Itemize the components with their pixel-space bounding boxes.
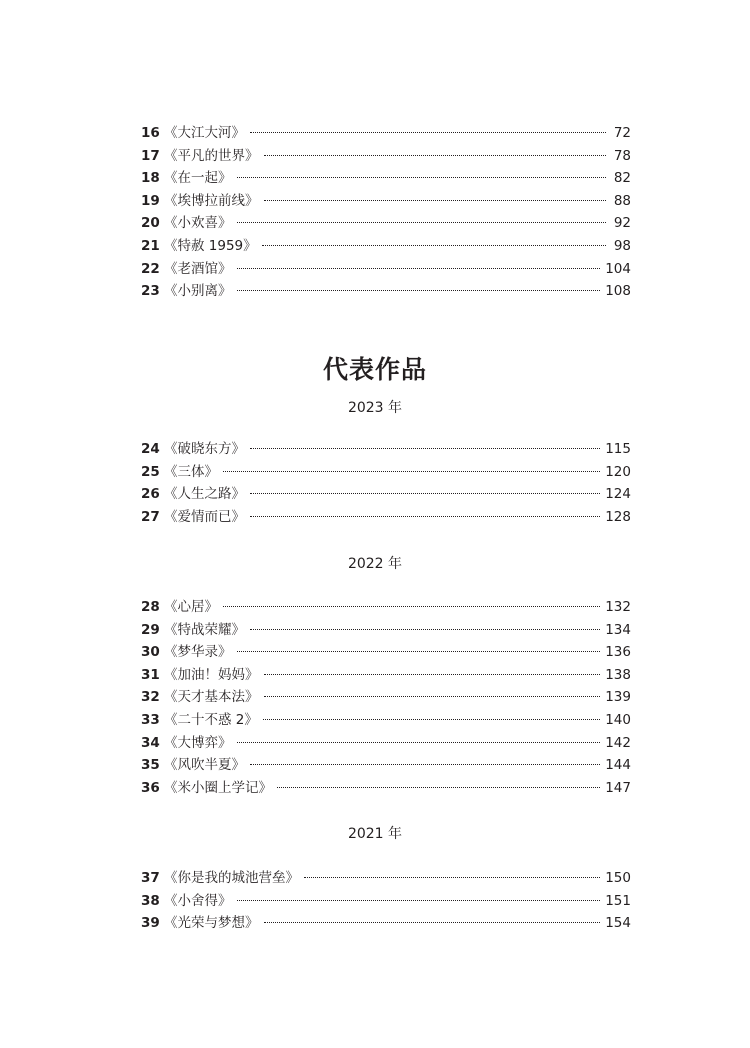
- dot-leader: [250, 493, 600, 494]
- toc-entry-page: 134: [605, 621, 631, 638]
- toc-entry-number: 29: [141, 621, 160, 638]
- toc-entry[interactable]: [141, 235, 631, 258]
- toc-entry-title: 《人生之路》: [164, 486, 245, 503]
- toc-entry-title: 《特战荣耀》: [164, 621, 245, 638]
- toc-entry[interactable]: [141, 732, 631, 755]
- toc-entry-number: 22: [141, 260, 160, 277]
- toc-entry-title: 《大博弈》: [164, 734, 232, 751]
- dot-leader: [264, 922, 601, 923]
- toc-entry-title: 《你是我的城池营垒》: [164, 870, 299, 886]
- dot-leader: [237, 900, 601, 901]
- toc-entry-title: 《老酒馆》: [164, 260, 232, 277]
- toc-entry-page: 78: [613, 147, 631, 164]
- toc-entry-page: 98: [613, 237, 631, 254]
- section-title: 代表作品: [322, 355, 427, 384]
- toc-entry-page: 120: [605, 463, 631, 480]
- toc-entry[interactable]: [141, 596, 631, 619]
- toc-entry[interactable]: [141, 438, 631, 461]
- toc-entry-page: 151: [605, 892, 631, 909]
- toc-entry-page: 92: [613, 215, 631, 232]
- dot-leader: [250, 629, 600, 630]
- toc-entry-page: 140: [605, 711, 631, 728]
- toc-entry[interactable]: [141, 258, 631, 281]
- toc-entry-number: 20: [141, 215, 160, 232]
- toc-entry-number: 18: [141, 170, 160, 187]
- toc-entry[interactable]: [141, 709, 631, 732]
- dot-leader: [223, 606, 600, 607]
- toc-entry-page: 72: [613, 125, 631, 141]
- toc-entry[interactable]: [141, 777, 631, 800]
- toc-entry-page: 136: [605, 644, 631, 661]
- toc-entry-title: 《二十不惑 2》: [164, 711, 258, 728]
- dot-leader: [237, 742, 601, 743]
- toc-entry-title: 《三体》: [164, 463, 218, 480]
- toc-entry[interactable]: [141, 122, 631, 145]
- toc-list-2021: [141, 867, 631, 935]
- toc-entry-number: 19: [141, 192, 160, 209]
- toc-entry[interactable]: [141, 461, 631, 484]
- dot-leader: [263, 719, 600, 720]
- toc-entry-number: 32: [141, 689, 160, 706]
- toc-entry-page: 138: [605, 666, 631, 683]
- toc-entry-number: 31: [141, 666, 160, 683]
- toc-entry-number: 33: [141, 711, 160, 728]
- toc-list-2023: [141, 438, 631, 528]
- toc-entry[interactable]: [141, 145, 631, 168]
- toc-entry-number: 28: [141, 599, 160, 615]
- toc-entry-title: 《加油！妈妈》: [164, 666, 259, 683]
- dot-leader: [277, 787, 600, 788]
- toc-entry[interactable]: [141, 686, 631, 709]
- toc-entry-title: 《破晓东方》: [164, 441, 245, 457]
- toc-entry-number: 37: [141, 870, 160, 886]
- dot-leader: [237, 222, 607, 223]
- toc-entry[interactable]: [141, 867, 631, 890]
- toc-entry-title: 《小别离》: [164, 283, 232, 300]
- toc-entry-title: 《埃博拉前线》: [164, 192, 259, 209]
- toc-entry-page: 88: [613, 192, 631, 209]
- dot-leader: [264, 200, 607, 201]
- dot-leader: [264, 155, 607, 156]
- toc-entry[interactable]: [141, 190, 631, 213]
- dot-leader: [250, 132, 606, 133]
- toc-entry[interactable]: [141, 664, 631, 687]
- toc-entry[interactable]: [141, 167, 631, 190]
- toc-entry-title: 《大江大河》: [164, 125, 245, 141]
- toc-entry-page: 139: [605, 689, 631, 706]
- toc-entry-number: 39: [141, 915, 160, 932]
- toc-entry[interactable]: [141, 280, 631, 303]
- toc-entry-title: 《米小圈上学记》: [164, 779, 272, 796]
- toc-entry-number: 16: [141, 125, 160, 141]
- dot-leader: [250, 448, 600, 449]
- toc-entry-title: 《梦华录》: [164, 644, 232, 661]
- dot-leader: [264, 696, 601, 697]
- dot-leader: [237, 290, 601, 291]
- toc-entry-page: 147: [605, 779, 631, 796]
- toc-entry-number: 23: [141, 283, 160, 300]
- toc-entry[interactable]: [141, 212, 631, 235]
- toc-entry[interactable]: [141, 483, 631, 506]
- toc-entry[interactable]: [141, 754, 631, 777]
- toc-entry-title: 《在一起》: [164, 170, 232, 187]
- toc-entry-page: 104: [605, 260, 631, 277]
- dot-leader: [304, 877, 600, 878]
- toc-entry-number: 26: [141, 486, 160, 503]
- toc-entry-number: 36: [141, 779, 160, 796]
- toc-entry[interactable]: [141, 619, 631, 642]
- toc-entry-page: 142: [605, 734, 631, 751]
- toc-entry-number: 17: [141, 147, 160, 164]
- toc-entry-page: 150: [605, 870, 631, 886]
- toc-entry[interactable]: [141, 890, 631, 913]
- toc-entry-page: 144: [605, 757, 631, 774]
- toc-entry[interactable]: [141, 912, 631, 935]
- toc-entry-number: 30: [141, 644, 160, 661]
- toc-entry-title: 《光荣与梦想》: [164, 915, 259, 932]
- toc-entry-title: 《平凡的世界》: [164, 147, 259, 164]
- toc-entry-title: 《风吹半夏》: [164, 757, 245, 774]
- toc-entry[interactable]: [141, 506, 631, 529]
- toc-entry[interactable]: [141, 641, 631, 664]
- toc-entry-page: 82: [613, 170, 631, 187]
- dot-leader: [237, 177, 607, 178]
- toc-entry-page: 115: [605, 441, 631, 457]
- year-heading-2022: 2022 年: [347, 556, 403, 572]
- dot-leader: [223, 471, 600, 472]
- toc-entry-page: 108: [605, 283, 631, 300]
- toc-entry-title: 《天才基本法》: [164, 689, 259, 706]
- year-heading-2021: 2021 年: [347, 826, 403, 842]
- toc-entry-number: 27: [141, 508, 160, 525]
- dot-leader: [250, 516, 600, 517]
- toc-entry-number: 35: [141, 757, 160, 774]
- dot-leader: [250, 764, 600, 765]
- toc-entry-number: 34: [141, 734, 160, 751]
- toc-entry-number: 25: [141, 463, 160, 480]
- toc-entry-number: 21: [141, 237, 160, 254]
- toc-entry-title: 《特赦 1959》: [164, 237, 257, 254]
- toc-list-top: [141, 122, 631, 303]
- toc-entry-page: 132: [605, 599, 631, 615]
- toc-list-2022: [141, 596, 631, 799]
- toc-entry-number: 38: [141, 892, 160, 909]
- dot-leader: [237, 651, 601, 652]
- toc-entry-title: 《小舍得》: [164, 892, 232, 909]
- toc-entry-page: 124: [605, 486, 631, 503]
- toc-entry-page: 154: [605, 915, 631, 932]
- toc-entry-number: 24: [141, 441, 160, 457]
- toc-entry-title: 《小欢喜》: [164, 215, 232, 232]
- toc-entry-title: 《心居》: [164, 599, 218, 615]
- dot-leader: [264, 674, 601, 675]
- dot-leader: [237, 268, 601, 269]
- toc-entry-title: 《爱情而已》: [164, 508, 245, 525]
- year-heading-2023: 2023 年: [347, 400, 403, 416]
- toc-entry-page: 128: [605, 508, 631, 525]
- dot-leader: [262, 245, 606, 246]
